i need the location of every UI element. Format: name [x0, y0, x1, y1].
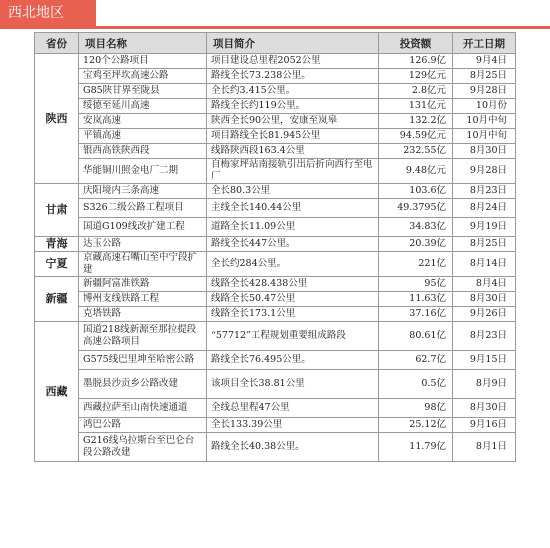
header-investment: 投资额 [379, 33, 453, 54]
table-row [35, 322, 516, 351]
project-desc-cell: 线路全长50.47公里 [207, 292, 379, 307]
start-date-cell: 8月30日 [453, 399, 516, 418]
project-desc-cell: 项目路线全长81.945公里 [207, 129, 379, 144]
start-date-cell: 9月28日 [453, 84, 516, 99]
table-row [35, 144, 516, 159]
start-date-cell: 9月19日 [453, 218, 516, 237]
table-body [35, 54, 516, 462]
table-row [35, 54, 516, 69]
investment-cell: 9.48亿元 [379, 159, 453, 184]
project-desc-cell: 线路全长428.438公里 [207, 277, 379, 292]
project-name-cell: 宝鸡至坪坎高速公路 [79, 69, 207, 84]
table-row [35, 277, 516, 292]
province-cell: 青海 [35, 237, 79, 252]
start-date-cell: 10月中旬 [453, 114, 516, 129]
project-desc-cell: 陕西全长90公里，安康至岚皋 [207, 114, 379, 129]
start-date-cell: 8月4日 [453, 277, 516, 292]
investment-cell: 103.6亿 [379, 184, 453, 199]
start-date-cell: 10月中旬 [453, 129, 516, 144]
province-cell: 西藏 [35, 322, 79, 462]
project-name-cell: 新疆阿富准铁路 [79, 277, 207, 292]
project-desc-cell: 线路全长173.1公里 [207, 307, 379, 322]
project-name-cell: G85陕甘界至陇县 [79, 84, 207, 99]
start-date-cell: 9月26日 [453, 307, 516, 322]
project-name-cell: 120个公路项目 [79, 54, 207, 69]
project-desc-cell: 路线全长73.238公里。 [207, 69, 379, 84]
project-desc-cell: 主线全长140.44公里 [207, 199, 379, 218]
start-date-cell: 8月30日 [453, 292, 516, 307]
start-date-cell: 8月30日 [453, 144, 516, 159]
investment-cell: 95亿 [379, 277, 453, 292]
table-row [35, 433, 516, 462]
investment-cell: 20.39亿 [379, 237, 453, 252]
project-name-cell: 西藏拉萨至山南快速通道 [79, 399, 207, 418]
project-desc-cell: 路线全长76.495公里。 [207, 351, 379, 370]
table-row [35, 69, 516, 84]
start-date-cell: 9月28日 [453, 159, 516, 184]
header-start-date: 开工日期 [453, 33, 516, 54]
project-desc-cell: 路线全长约119公里。 [207, 99, 379, 114]
project-name-cell: 华能铜川照金电厂二期 [79, 159, 207, 184]
investment-cell: 25.12亿 [379, 418, 453, 433]
table-row [35, 351, 516, 370]
investment-cell: 11.79亿 [379, 433, 453, 462]
project-name-cell: 庆阳境内三条高速 [79, 184, 207, 199]
start-date-cell: 8月25日 [453, 237, 516, 252]
investment-cell: 11.63亿 [379, 292, 453, 307]
investment-cell: 94.59亿元 [379, 129, 453, 144]
table-row [35, 84, 516, 99]
start-date-cell: 8月1日 [453, 433, 516, 462]
project-name-cell: G575线巴里坤至哈密公路 [79, 351, 207, 370]
province-cell: 陕西 [35, 54, 79, 184]
investment-cell: 34.83亿 [379, 218, 453, 237]
start-date-cell: 9月4日 [453, 54, 516, 69]
investment-cell: 2.8亿元 [379, 84, 453, 99]
project-desc-cell: 路线全长40.38公里。 [207, 433, 379, 462]
header-project-name: 项目名称 [79, 33, 207, 54]
table-row [35, 399, 516, 418]
province-cell: 宁夏 [35, 252, 79, 277]
table-row [35, 237, 516, 252]
start-date-cell: 8月23日 [453, 322, 516, 351]
project-desc-cell: 全长约3.415公里。 [207, 84, 379, 99]
project-desc-cell: 全长80.3公里 [207, 184, 379, 199]
start-date-cell: 8月25日 [453, 69, 516, 84]
start-date-cell: 8月24日 [453, 199, 516, 218]
investment-cell: 129亿元 [379, 69, 453, 84]
project-desc-cell: 项目建设总里程2052公里 [207, 54, 379, 69]
investment-cell: 98亿 [379, 399, 453, 418]
investment-cell: 80.61亿 [379, 322, 453, 351]
table-row [35, 370, 516, 399]
header-project-desc: 项目简介 [207, 33, 379, 54]
table-row [35, 218, 516, 237]
investment-cell: 62.7亿 [379, 351, 453, 370]
table-row [35, 307, 516, 322]
table-row [35, 159, 516, 184]
start-date-cell: 8月9日 [453, 370, 516, 399]
table-row [35, 184, 516, 199]
investment-cell: 232.55亿 [379, 144, 453, 159]
start-date-cell: 8月23日 [453, 184, 516, 199]
project-name-cell: 国道218线新源至那拉提段高速公路项目 [79, 322, 207, 351]
project-name-cell: G216线乌拉斯台至巴仑台段公路改建 [79, 433, 207, 462]
project-desc-cell: “57712”工程规划重要组成路段 [207, 322, 379, 351]
region-divider [0, 26, 550, 29]
investment-cell: 0.5亿 [379, 370, 453, 399]
project-name-cell: 银西高铁陕西段 [79, 144, 207, 159]
project-desc-cell: 全长133.39公里 [207, 418, 379, 433]
header-province: 省份 [35, 33, 79, 54]
investment-cell: 221亿 [379, 252, 453, 277]
project-table [34, 32, 516, 462]
project-name-cell: 安岚高速 [79, 114, 207, 129]
project-name-cell: 平镇高速 [79, 129, 207, 144]
table-row [35, 99, 516, 114]
project-desc-cell: 线路陕西段163.4公里 [207, 144, 379, 159]
investment-cell: 49.3795亿 [379, 199, 453, 218]
start-date-cell: 8月14日 [453, 252, 516, 277]
region-tag: 西北地区 [0, 0, 96, 26]
province-cell: 甘肃 [35, 184, 79, 237]
table-row [35, 418, 516, 433]
project-name-cell: 鸿巴公路 [79, 418, 207, 433]
table-row [35, 129, 516, 144]
project-desc-cell: 自梅家坪站南接轨引出后折向西行至电厂 [207, 159, 379, 184]
project-name-cell: 京藏高速石嘴山至中宁段扩建 [79, 252, 207, 277]
project-desc-cell: 道路全长11.09公里 [207, 218, 379, 237]
start-date-cell: 10月份 [453, 99, 516, 114]
project-name-cell: 墨脱县沙贡乡公路改建 [79, 370, 207, 399]
investment-cell: 131亿元 [379, 99, 453, 114]
investment-cell: 132.2亿 [379, 114, 453, 129]
investment-cell: 37.16亿 [379, 307, 453, 322]
project-desc-cell: 全线总里程47公里 [207, 399, 379, 418]
project-desc-cell: 路线全长447公里。 [207, 237, 379, 252]
table-row [35, 292, 516, 307]
province-cell: 新疆 [35, 277, 79, 322]
table-row [35, 252, 516, 277]
project-name-cell: S326二级公路工程项目 [79, 199, 207, 218]
table-header-row [35, 33, 516, 54]
project-name-cell: 博州支线铁路工程 [79, 292, 207, 307]
project-name-cell: 达玉公路 [79, 237, 207, 252]
project-name-cell: 国道G109线改扩建工程 [79, 218, 207, 237]
project-name-cell: 绥德至延川高速 [79, 99, 207, 114]
project-desc-cell: 全长约284公里。 [207, 252, 379, 277]
project-name-cell: 克塔铁路 [79, 307, 207, 322]
table-row [35, 199, 516, 218]
investment-cell: 126.9亿 [379, 54, 453, 69]
start-date-cell: 9月16日 [453, 418, 516, 433]
table-row [35, 114, 516, 129]
project-desc-cell: 该项目全长38.81公里 [207, 370, 379, 399]
start-date-cell: 9月15日 [453, 351, 516, 370]
